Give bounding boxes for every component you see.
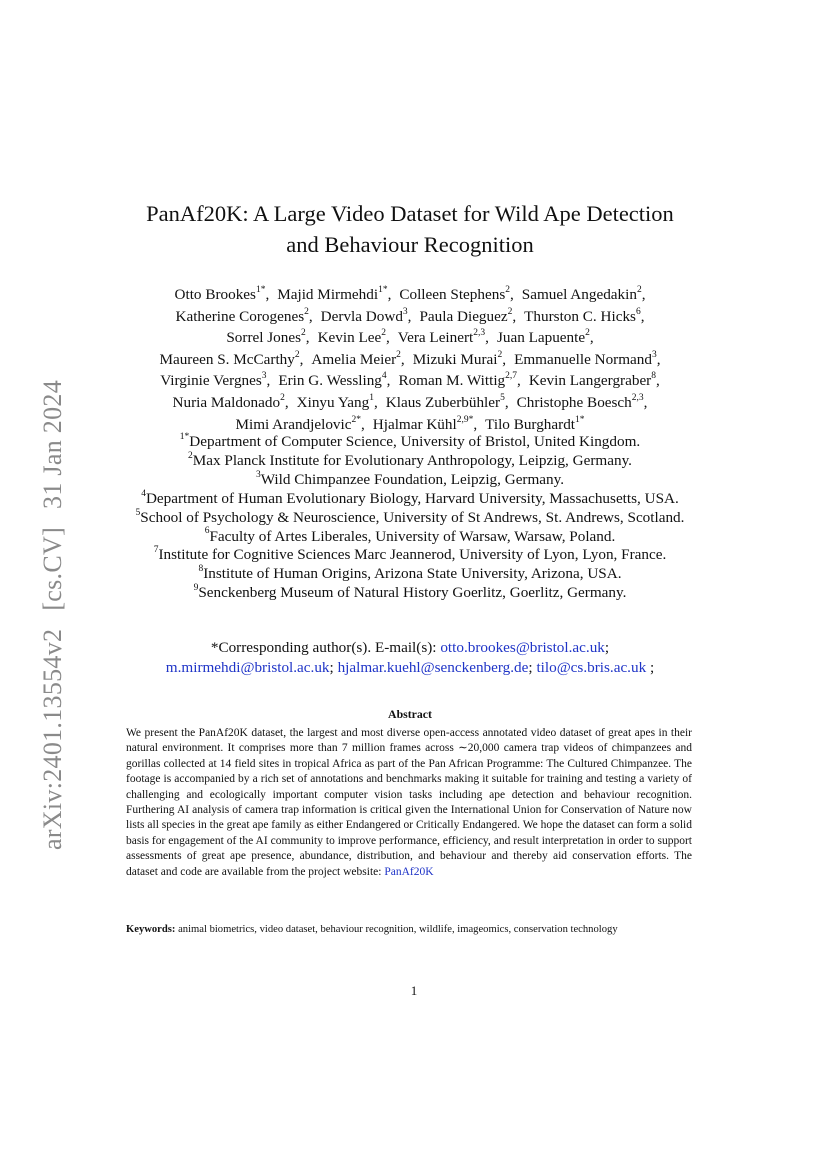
separator: , <box>656 350 661 368</box>
author-affiliation-mark: 2 <box>304 306 309 317</box>
separator: , <box>512 307 517 325</box>
separator: , <box>502 350 507 368</box>
author-name: Majid Mirmehdi <box>277 286 379 303</box>
author-name: Hjalmar Kühl <box>372 415 457 433</box>
author-name: Paula Dieguez <box>419 307 508 325</box>
separator: , <box>373 393 378 411</box>
author <box>419 308 516 325</box>
affiliation-text: Max Planck Institute for Evolutionary Anthropology, Leipzig, Germany. <box>192 451 632 469</box>
author-affiliation-mark: 2 <box>301 328 306 339</box>
separator: , <box>386 372 391 390</box>
author <box>235 416 364 433</box>
affiliation-text: Institute for Cognitive Sciences Marc Jeannerod, University of Lyon, Lyon, France. <box>158 546 667 564</box>
separator: , <box>641 286 646 303</box>
author <box>514 351 660 368</box>
author-affiliation-mark: 3 <box>402 306 408 317</box>
author-name: Klaus Zuberbühler <box>385 393 501 411</box>
separator: , <box>299 350 304 368</box>
affiliation-mark: 6 <box>204 526 210 537</box>
author-affiliation-mark: 1 <box>369 392 374 403</box>
author-name: Otto Brookes <box>174 286 256 303</box>
corresponding-prefix: *Corresponding author(s). E-mail(s): <box>210 639 437 656</box>
paper-title <box>110 198 710 260</box>
author <box>517 394 648 411</box>
author <box>278 372 390 389</box>
email-link-majid-mirmehdi[interactable]: m.mirmehdi@bristol.ac.uk <box>165 658 330 676</box>
separator: , <box>485 329 489 347</box>
author-name: Colleen Stephens <box>399 286 506 303</box>
separator: ; <box>329 658 334 676</box>
corresponding-line-2 <box>80 658 740 678</box>
email-link-hjalmar-kuehl[interactable]: hjalmar.kuehl@senckenberg.de <box>337 658 529 676</box>
separator: ; <box>528 658 533 676</box>
separator: , <box>308 307 313 325</box>
author <box>522 286 646 303</box>
affiliation <box>80 565 740 584</box>
author <box>159 351 303 368</box>
author-affiliation-mark: 2 <box>497 349 503 360</box>
affiliation <box>80 433 740 452</box>
affiliation-text: Senckenberg Museum of Natural History Goerlitz, Goerlitz, Germany. <box>198 584 627 602</box>
author-name: Dervla Dowd <box>320 307 403 325</box>
author-line <box>100 327 720 349</box>
separator: , <box>284 393 289 411</box>
corresponding-line-1 <box>80 638 740 658</box>
author-line <box>100 284 720 306</box>
author-name: Nuria Maldonado <box>172 393 281 411</box>
author-name: Thurston C. Hicks <box>524 307 636 325</box>
affiliation <box>80 528 740 547</box>
affiliation <box>80 471 740 490</box>
title-line-2: and Behaviour Recognition <box>286 232 534 257</box>
author <box>160 372 270 389</box>
author-affiliation-mark: 2 <box>505 284 510 295</box>
author-affiliation-mark: 6 <box>635 306 641 317</box>
affiliation-mark: 7 <box>153 545 159 556</box>
separator: , <box>643 393 648 411</box>
affiliation-mark: 8 <box>198 564 204 575</box>
author-affiliation-mark: 2,3 <box>631 392 644 403</box>
author-name: Christophe Boesch <box>516 393 632 411</box>
author <box>311 351 404 368</box>
author-name: Xinyu Yang <box>296 393 370 411</box>
affiliation-mark: 5 <box>135 507 141 518</box>
affiliation-text: Wild Chimpanzee Foundation, Leipzig, Germany. <box>260 470 565 488</box>
author-name: Sorrel Jones <box>226 329 302 347</box>
author-name: Kevin Langergraber <box>528 372 652 390</box>
author-name: Samuel Angedakin <box>521 286 637 303</box>
author <box>175 308 312 325</box>
affiliation-list <box>80 433 740 603</box>
abstract-heading: Abstract <box>388 707 432 721</box>
email-link-tilo-burghardt[interactable]: tilo@cs.bris.ac.uk <box>536 658 647 676</box>
author <box>226 329 309 346</box>
author-name: Virginie Vergnes <box>160 372 262 390</box>
author-affiliation-mark: 4 <box>381 371 387 382</box>
author-name: Erin G. Wessling <box>278 372 382 390</box>
author-name: Maureen S. McCarthy <box>159 350 295 368</box>
author-affiliation-mark: 2,7 <box>505 371 518 382</box>
separator: , <box>509 286 514 303</box>
author-affiliation-mark: 3 <box>651 349 657 360</box>
author-line <box>100 349 720 371</box>
author-affiliation-mark: 2 <box>280 392 285 403</box>
separator: , <box>656 372 660 390</box>
author <box>413 351 506 368</box>
author <box>321 308 412 325</box>
author-affiliation-mark: 1* <box>255 284 266 295</box>
author <box>175 286 270 303</box>
separator: ; <box>604 639 610 656</box>
author-line <box>100 306 720 328</box>
email-link-otto-brookes[interactable]: otto.brookes@bristol.ac.uk <box>440 639 605 656</box>
author-affiliation-mark: 3 <box>261 371 267 382</box>
author <box>173 394 289 411</box>
keywords <box>126 923 692 937</box>
separator: , <box>589 329 594 347</box>
author-line <box>100 414 720 436</box>
affiliation <box>80 509 740 528</box>
affiliation <box>80 452 740 471</box>
author-affiliation-mark: 2 <box>636 284 642 295</box>
page-number: 1 <box>410 983 418 998</box>
affiliation-text: Department of Human Evolutionary Biology, Harvard University, Massachusetts, USA. <box>145 489 679 507</box>
author-name: Mimi Arandjelovic <box>235 415 352 433</box>
affiliation-text: School of Psychology & Neuroscience, University of St Andrews, St. Andrews, Scotland. <box>140 508 685 526</box>
affiliation-mark: 2 <box>188 450 193 461</box>
title-line-1: PanAf20K: A Large Video Dataset for Wild Ape Detection <box>146 201 674 226</box>
affiliation-text: Department of Computer Science, University of Bristol, United Kingdom. <box>189 433 641 450</box>
affiliation <box>80 546 740 565</box>
separator: , <box>387 286 392 303</box>
affiliation-text: Faculty of Artes Liberales, University of Warsaw, Warsaw, Poland. <box>209 527 616 545</box>
author-affiliation-mark: 2* <box>351 414 361 425</box>
affiliation <box>80 490 740 509</box>
author-affiliation-mark: 8 <box>651 371 656 382</box>
abstract-text: We present the PanAf20K dataset, the largest and most diverse open-access annotated video dataset of great apes in their natural environment. It comprises more than 7 million frames across ∼20,000 camera trap videos of chimpanzees and gorillas collected at 14 field sites in tropical Africa as part of the Pan African Programme: The Cultured Chimpanzee. The footage is accompanied by a rich set of annotations and benchmarks making it suitable for training and testing a variety of challenging and ecologically important computer vision tasks including ape detection and behaviour recognition. Furthering AI analysis of camera trap information is critical given the International Union for Conservation of Nature now lists all species in the great ape family as either Endangered or Critically Endangered. We hope the dataset can form a solid basis for engagement of the AI community to improve performance, efficiency, and result interpretation in order to support assessments of great ape presence, abundance, distribution, and behaviour and thereby aid conservation efforts. The dataset and code are available from the project website: <box>126 727 692 878</box>
author-affiliation-mark: 2 <box>585 328 590 339</box>
affiliation-mark: 3 <box>255 469 261 480</box>
author-name: Emmanuelle Normand <box>514 350 652 368</box>
project-website-link[interactable]: PanAf20K <box>384 865 434 878</box>
author-line <box>100 392 720 414</box>
author-name: Juan Lapuente <box>496 329 586 347</box>
separator: , <box>305 329 310 347</box>
author-affiliation-mark: 2 <box>396 349 401 360</box>
affiliation-text: Institute of Human Origins, Arizona State University, Arizona, USA. <box>203 565 622 583</box>
author <box>277 286 391 303</box>
separator: , <box>386 329 390 347</box>
author <box>524 308 644 325</box>
author <box>497 329 594 346</box>
author-line <box>100 370 720 392</box>
affiliation-mark: 9 <box>193 583 199 594</box>
separator: , <box>360 415 365 433</box>
corresponding-authors <box>80 638 740 677</box>
separator: , <box>407 307 412 325</box>
abstract-body <box>126 726 692 880</box>
separator: , <box>504 393 509 411</box>
author-affiliation-mark: 1* <box>378 284 388 295</box>
affiliation-mark: 4 <box>141 488 146 499</box>
arxiv-category: [cs.CV] <box>38 526 67 611</box>
separator: , <box>640 307 645 325</box>
author-affiliation-mark: 1* <box>575 414 585 425</box>
separator: , <box>400 350 405 368</box>
author <box>398 372 520 389</box>
author <box>373 416 477 433</box>
author-affiliation-mark: 2 <box>294 349 300 360</box>
author-name: Kevin Lee <box>317 329 382 347</box>
separator: , <box>517 372 521 390</box>
author <box>529 372 660 389</box>
separator: , <box>266 372 271 390</box>
separator: , <box>473 415 478 433</box>
keywords-text: animal biometrics, video dataset, behaviour recognition, wildlife, imageomics, conservation technology <box>178 924 618 935</box>
author-name: Katherine Corogenes <box>175 307 305 325</box>
author-affiliation-mark: 2,3 <box>473 328 486 339</box>
author <box>399 286 513 303</box>
arxiv-date: 31 Jan 2024 <box>38 380 67 509</box>
author <box>398 329 489 346</box>
arxiv-id: arXiv:2401.13554v2 <box>38 628 67 850</box>
arxiv-identifier-stamp <box>38 370 74 850</box>
keywords-label: Keywords: <box>126 924 176 935</box>
author <box>297 394 378 411</box>
author-name: Mizuki Murai <box>412 350 498 368</box>
author-affiliation-mark: 2 <box>381 328 386 339</box>
author-name: Amelia Meier <box>311 350 397 368</box>
author <box>386 394 509 411</box>
affiliation-mark: 1* <box>179 431 190 442</box>
affiliation <box>80 584 740 603</box>
author-name: Tilo Burghardt <box>485 415 576 433</box>
author-name: Vera Leinert <box>397 329 474 347</box>
author-list <box>100 284 720 435</box>
separator: , <box>265 286 270 303</box>
author-name: Roman M. Wittig <box>398 372 506 390</box>
author-affiliation-mark: 2,9* <box>456 414 474 425</box>
separator: ; <box>646 658 655 676</box>
author-affiliation-mark: 5 <box>500 392 505 403</box>
author <box>318 329 390 346</box>
author <box>485 416 584 433</box>
author-affiliation-mark: 2 <box>507 306 513 317</box>
